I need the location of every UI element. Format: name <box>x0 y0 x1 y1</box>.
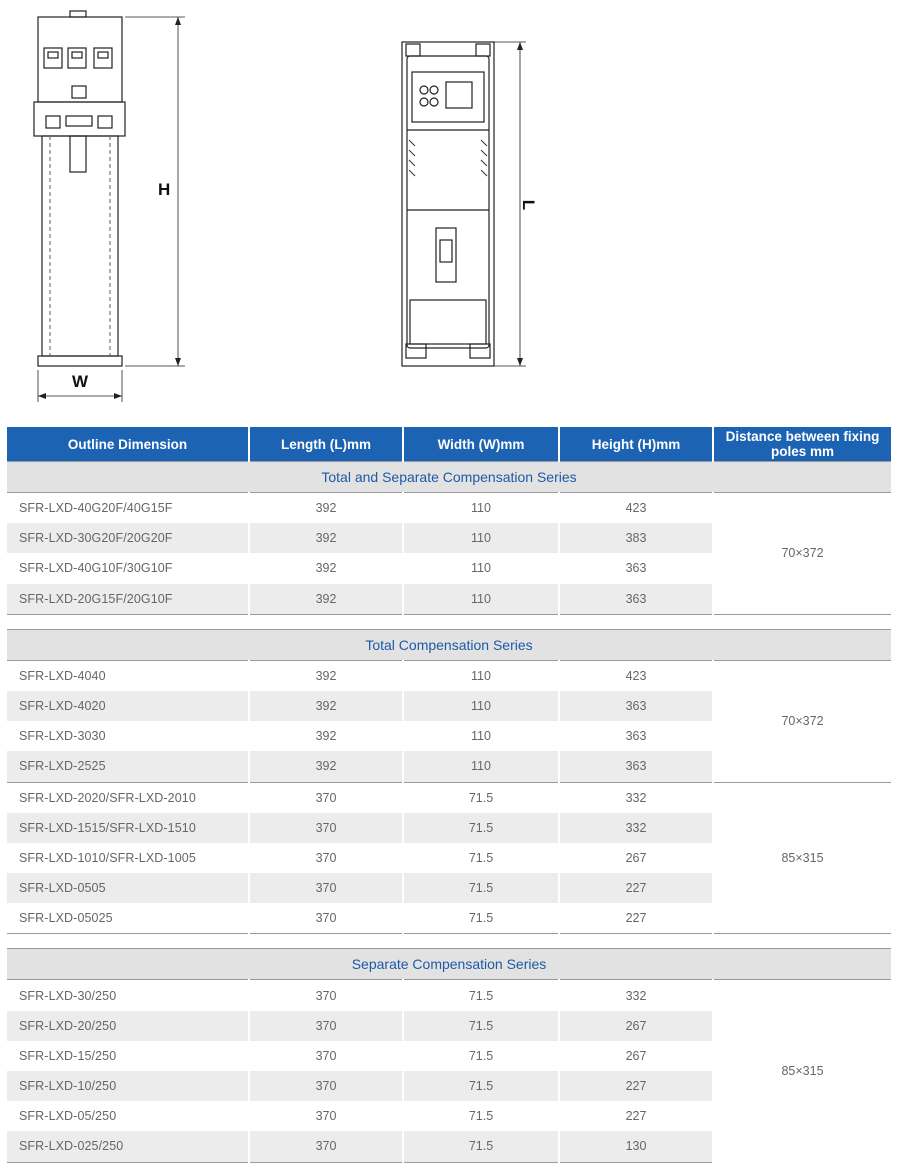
width-cell: 71.5 <box>403 782 559 813</box>
length-cell: 392 <box>249 553 403 583</box>
length-label: L <box>519 199 539 211</box>
series-title-row <box>7 462 891 493</box>
model-cell: SFR-LXD-20G15F/20G10F <box>7 584 249 615</box>
model-cell: SFR-LXD-1515/SFR-LXD-1510 <box>7 813 249 843</box>
width-cell: 71.5 <box>403 903 559 934</box>
model-cell: SFR-LXD-10/250 <box>7 1071 249 1101</box>
width-cell: 110 <box>403 584 559 615</box>
length-cell: 370 <box>249 903 403 934</box>
front-view-drawing <box>0 0 900 410</box>
height-cell: 423 <box>559 660 713 691</box>
length-cell: 370 <box>249 873 403 903</box>
width-cell: 71.5 <box>403 813 559 843</box>
series-title: Separate Compensation Series <box>7 949 891 980</box>
width-cell: 71.5 <box>403 873 559 903</box>
width-cell: 71.5 <box>403 843 559 873</box>
height-cell: 363 <box>559 721 713 751</box>
height-cell: 423 <box>559 493 713 524</box>
length-cell: 370 <box>249 813 403 843</box>
length-cell: 392 <box>249 751 403 782</box>
length-cell: 392 <box>249 584 403 615</box>
dimension-table <box>7 427 891 1163</box>
height-cell: 267 <box>559 1011 713 1041</box>
length-cell: 392 <box>249 660 403 691</box>
length-cell: 370 <box>249 980 403 1011</box>
width-cell: 71.5 <box>403 1131 559 1162</box>
length-cell: 370 <box>249 782 403 813</box>
model-cell: SFR-LXD-4040 <box>7 660 249 691</box>
height-cell: 363 <box>559 553 713 583</box>
model-cell: SFR-LXD-15/250 <box>7 1041 249 1071</box>
height-cell: 227 <box>559 903 713 934</box>
length-cell: 370 <box>249 1041 403 1071</box>
width-cell: 110 <box>403 553 559 583</box>
table-row <box>7 782 891 813</box>
model-cell: SFR-LXD-20/250 <box>7 1011 249 1041</box>
length-cell: 370 <box>249 1011 403 1041</box>
header-width: Width (W)mm <box>403 427 559 462</box>
width-label: W <box>72 372 89 391</box>
fixing-distance-cell: 70×372 <box>713 493 891 615</box>
height-cell: 332 <box>559 782 713 813</box>
height-cell: 332 <box>559 980 713 1011</box>
model-cell: SFR-LXD-2020/SFR-LXD-2010 <box>7 782 249 813</box>
length-cell: 392 <box>249 493 403 524</box>
model-cell: SFR-LXD-05025 <box>7 903 249 934</box>
height-cell: 363 <box>559 584 713 615</box>
width-cell: 110 <box>403 523 559 553</box>
length-cell: 392 <box>249 691 403 721</box>
height-cell: 227 <box>559 1071 713 1101</box>
header-fixing-distance: Distance between fixing poles mm <box>713 427 891 462</box>
width-cell: 71.5 <box>403 980 559 1011</box>
series-title: Total Compensation Series <box>7 629 891 660</box>
model-cell: SFR-LXD-30G20F/20G20F <box>7 523 249 553</box>
table-header-row <box>7 427 891 462</box>
height-cell: 383 <box>559 523 713 553</box>
series-title: Total and Separate Compensation Series <box>7 462 891 493</box>
width-cell: 71.5 <box>403 1011 559 1041</box>
model-cell: SFR-LXD-3030 <box>7 721 249 751</box>
length-cell: 392 <box>249 523 403 553</box>
section-spacer <box>7 614 891 629</box>
series-title-row <box>7 949 891 980</box>
height-cell: 267 <box>559 843 713 873</box>
fixing-distance-cell: 85×315 <box>713 782 891 934</box>
model-cell: SFR-LXD-2525 <box>7 751 249 782</box>
section-spacer-cell <box>7 934 891 949</box>
length-cell: 370 <box>249 1131 403 1162</box>
header-length: Length (L)mm <box>249 427 403 462</box>
height-cell: 363 <box>559 691 713 721</box>
model-cell: SFR-LXD-0505 <box>7 873 249 903</box>
height-cell: 363 <box>559 751 713 782</box>
height-cell: 267 <box>559 1041 713 1071</box>
header-outline-dimension: Outline Dimension <box>7 427 249 462</box>
width-cell: 110 <box>403 493 559 524</box>
height-cell: 332 <box>559 813 713 843</box>
section-spacer <box>7 934 891 949</box>
model-cell: SFR-LXD-30/250 <box>7 980 249 1011</box>
model-cell: SFR-LXD-1010/SFR-LXD-1005 <box>7 843 249 873</box>
model-cell: SFR-LXD-4020 <box>7 691 249 721</box>
table-row <box>7 980 891 1011</box>
model-cell: SFR-LXD-40G20F/40G15F <box>7 493 249 524</box>
width-cell: 110 <box>403 691 559 721</box>
height-cell: 227 <box>559 1101 713 1131</box>
width-cell: 110 <box>403 751 559 782</box>
table-row <box>7 493 891 524</box>
fixing-distance-cell: 70×372 <box>713 660 891 782</box>
width-cell: 110 <box>403 660 559 691</box>
height-cell: 227 <box>559 873 713 903</box>
width-cell: 71.5 <box>403 1071 559 1101</box>
section-spacer-cell <box>7 614 891 629</box>
model-cell: SFR-LXD-40G10F/30G10F <box>7 553 249 583</box>
height-label: H <box>158 180 171 199</box>
width-cell: 71.5 <box>403 1041 559 1071</box>
model-cell: SFR-LXD-05/250 <box>7 1101 249 1131</box>
width-cell: 71.5 <box>403 1101 559 1131</box>
length-cell: 370 <box>249 1071 403 1101</box>
header-height: Height (H)mm <box>559 427 713 462</box>
length-cell: 370 <box>249 1101 403 1131</box>
series-title-row <box>7 629 891 660</box>
height-cell: 130 <box>559 1131 713 1162</box>
length-cell: 392 <box>249 721 403 751</box>
model-cell: SFR-LXD-025/250 <box>7 1131 249 1162</box>
fixing-distance-cell: 85×315 <box>713 980 891 1162</box>
table-row <box>7 660 891 691</box>
width-cell: 110 <box>403 721 559 751</box>
technical-drawings <box>0 0 900 420</box>
length-cell: 370 <box>249 843 403 873</box>
table-body <box>7 462 891 1163</box>
